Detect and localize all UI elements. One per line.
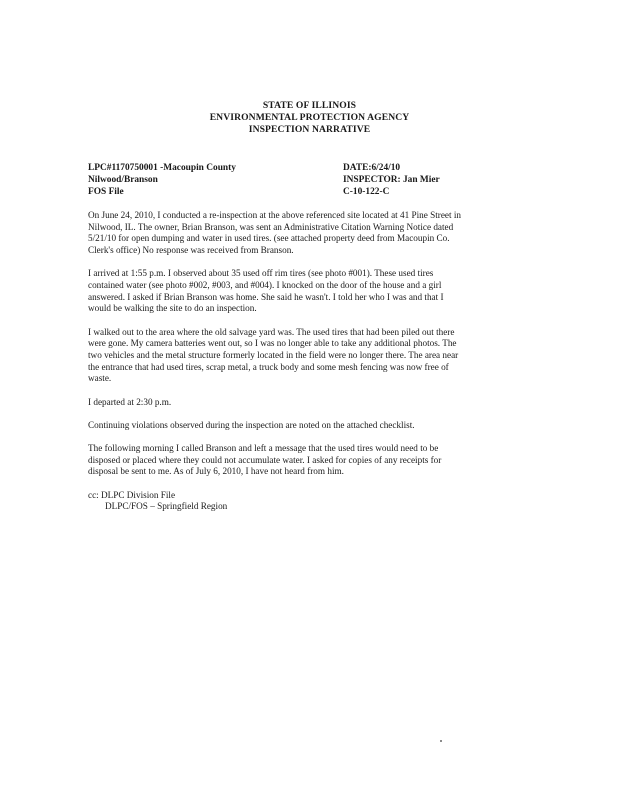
- paragraph-salvage-yard: [88, 327, 540, 386]
- paragraph-reinspection: [88, 210, 540, 257]
- header-agency: ENVIRONMENTAL PROTECTION AGENCY: [209, 112, 410, 123]
- case-number: C-10-122-C: [343, 187, 390, 197]
- inspection-meta: [88, 162, 538, 198]
- paragraph-violations: [88, 420, 540, 432]
- site-name: Nilwood/Branson: [88, 175, 158, 185]
- paragraph-arrival: [88, 268, 540, 315]
- text-line: I walked out to the area where the old salvage yard was. The used tires that had been piled out there: [88, 326, 455, 337]
- scan-speck: [440, 740, 442, 742]
- text-line: answered. I asked if Brian Branson was home. She said he wasn't. I told her who I was and that I: [88, 291, 444, 302]
- text-line: contained water (see photo #002, #003, and #004). I knocked on the door of the house and a girl: [88, 280, 442, 291]
- cc-division-file: cc: DLPC Division File: [88, 489, 176, 500]
- text-line: would be walking the site to do an inspection.: [88, 303, 257, 314]
- text-line: were gone. My camera batteries went out, so I was no longer able to take any additional photos. The: [88, 338, 457, 349]
- text-line: the entrance that had used tires, scrap metal, a truck body and some mesh fencing was now free of: [88, 361, 449, 372]
- cc-springfield-region: DLPC/FOS – Springfield Region: [105, 501, 228, 512]
- paragraph-departure: [88, 397, 540, 409]
- text-line: Continuing violations observed during the inspection are noted on the attached checklist.: [88, 419, 415, 430]
- lpc-number: LPC#1170750001 -Macoupin County: [88, 163, 236, 173]
- inspector-name: INSPECTOR: Jan Mier: [343, 175, 440, 185]
- paragraph-followup: [88, 443, 540, 478]
- text-line: Nilwood, IL. The owner, Brian Branson, was sent an Administrative Citation Warning Notice dated: [88, 221, 454, 232]
- text-line: two vehicles and the metal structure formerly located in the field were no longer there. The area near: [88, 350, 459, 361]
- text-line: I arrived at 1:55 p.m. I observed about 35 used off rim tires (see photo #001). These used tires: [88, 268, 434, 279]
- text-line: disposed or placed where they could not accumulate water. I asked for copies of any receipts for: [88, 454, 442, 465]
- narrative-body: [88, 210, 540, 513]
- text-line: waste.: [88, 373, 112, 384]
- text-line: Clerk's office) No response was received from Branson.: [88, 245, 294, 256]
- text-line: 5/21/10 for open dumping and water in used tires. (see attached property deed from Macoupin Co.: [88, 233, 450, 244]
- header-state: STATE OF ILLINOIS: [262, 100, 357, 111]
- text-line: I departed at 2:30 p.m.: [88, 396, 172, 407]
- meta-row-1: [88, 162, 538, 174]
- text-line: On June 24, 2010, I conducted a re-inspection at the above referenced site located at 41 Pine Street in: [88, 210, 461, 220]
- cc-list: [88, 490, 540, 513]
- text-line: The following morning I called Branson and left a message that the used tires would need to be: [88, 443, 439, 454]
- file-type: FOS File: [88, 187, 124, 197]
- meta-row-2: [88, 174, 538, 186]
- inspection-date: DATE:6/24/10: [343, 163, 401, 173]
- meta-row-3: [88, 186, 538, 198]
- text-line: disposal be sent to me. As of July 6, 2010, I have not heard from him.: [88, 466, 344, 477]
- document-header: [0, 100, 619, 136]
- header-title: INSPECTION NARRATIVE: [248, 124, 371, 135]
